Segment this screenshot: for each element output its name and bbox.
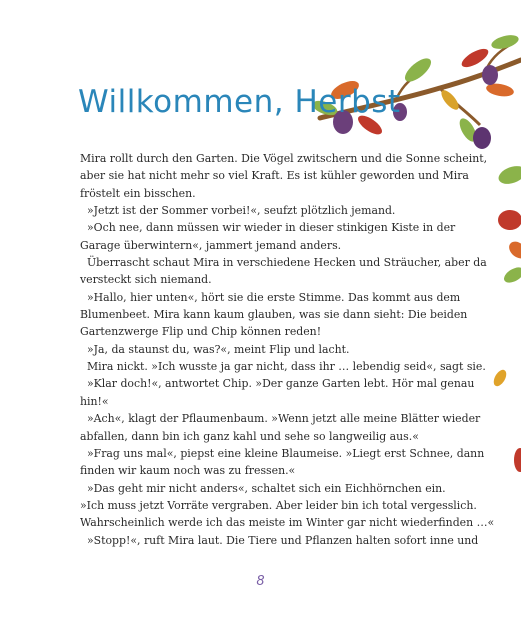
text-line: fröstelt ein bisschen. [80, 186, 196, 200]
text-line: aber sie hat nicht mehr so viel Kraft. Es ist kühler geworden und Mira [80, 169, 469, 183]
paragraph [80, 150, 488, 202]
text-line: »Das geht mir nicht anders«, schaltet sich ein Eichhörnchen ein. [87, 481, 446, 495]
text-line: versteckt sich niemand. [80, 273, 212, 287]
story-text [80, 150, 495, 549]
text-line: Gartenzwerge Flip und Chip können reden! [80, 325, 322, 339]
paragraph [80, 375, 475, 410]
page-title: Willkommen, Herbst [78, 84, 401, 120]
text-line: »Hallo, hier unten«, hört sie die erste Stimme. Das kommt aus dem [87, 290, 461, 304]
paragraph [80, 341, 452, 358]
text-line: Überrascht schaut Mira in verschiedene Hecken und Sträucher, aber da [87, 256, 487, 270]
text-line: »Stopp!«, ruft Mira laut. Die Tiere und Pflanzen halten sofort inne und [87, 533, 479, 547]
autumn-leaves-illustration [480, 150, 521, 480]
text-line: »Ich muss jetzt Vorräte vergraben. Aber leider bin ich total vergesslich. [80, 498, 477, 512]
paragraph [80, 410, 481, 445]
text-line: »Jetzt ist der Sommer vorbei!«, seufzt plötzlich jemand. [87, 204, 396, 218]
text-line: Mira nickt. »Ich wusste ja gar nicht, dass ihr … lebendig seid«, sagt sie. [87, 360, 486, 374]
paragraph [80, 219, 456, 254]
paragraph [80, 289, 468, 341]
text-line: finden wir kaum noch was zu fressen.« [80, 464, 296, 478]
text-line: »Ja, da staunst du, was?«, meint Flip und lacht. [87, 342, 350, 356]
text-line: »Klar doch!«, antwortet Chip. »Der ganze Garten lebt. Hör mal genau [87, 377, 475, 391]
paragraph [80, 532, 479, 549]
text-line: Mira rollt durch den Garten. Die Vögel zwitschern und die Sonne scheint, [80, 152, 488, 165]
text-line: »Ach«, klagt der Pflaumenbaum. »Wenn jetzt alle meine Blätter wieder [87, 412, 481, 426]
text-line: hin!« [80, 394, 109, 408]
paragraph [80, 358, 486, 375]
paragraph [80, 480, 495, 532]
text-line: Blumenbeet. Mira kann kaum glauben, was sie dann sieht: Die beiden [80, 308, 468, 322]
text-line: Garage überwintern«, jammert jemand anders. [80, 238, 342, 252]
text-line: »Frag uns mal«, piepst eine kleine Blaumeise. »Liegt erst Schnee, dann [87, 446, 485, 460]
paragraph [80, 254, 487, 289]
text-line: Wahrscheinlich werde ich das meiste im Winter gar nicht wiederfinden …« [80, 516, 495, 530]
page-number: 8 [256, 574, 265, 589]
text-line: »Och nee, dann müssen wir wieder in dieser stinkigen Kiste in der [87, 221, 456, 235]
paragraph [80, 202, 452, 219]
text-line: abfallen, dann bin ich ganz kahl und sehe so langweilig aus.« [80, 429, 419, 443]
paragraph [80, 445, 485, 480]
